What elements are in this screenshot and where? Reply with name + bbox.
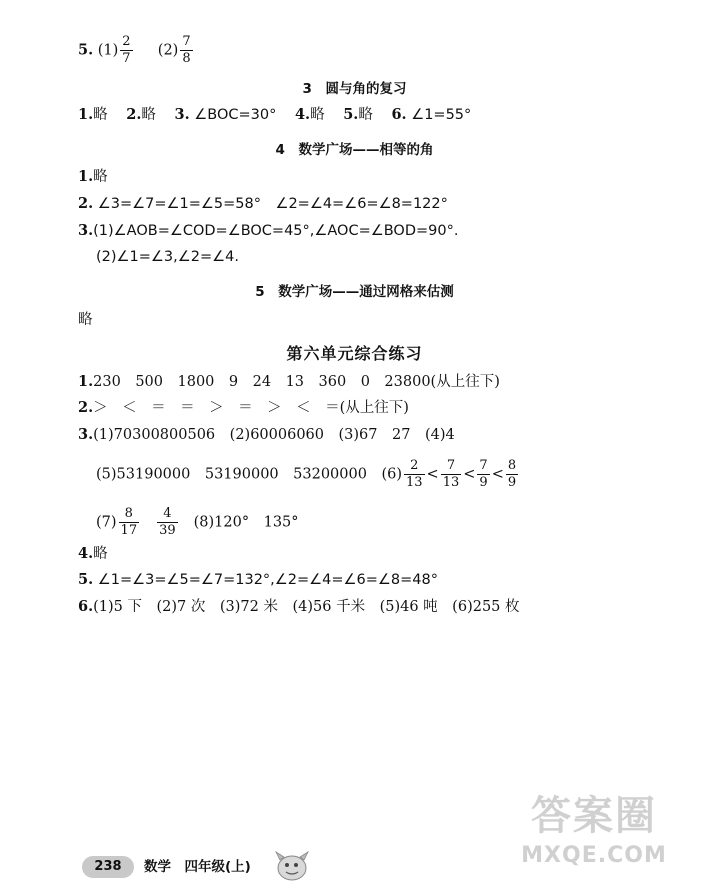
less-than: <	[426, 466, 439, 483]
question-number: 3.	[174, 106, 190, 123]
question-number: 2.	[78, 399, 94, 416]
question-number: 5.	[78, 41, 94, 59]
question-number: 5.	[343, 106, 359, 123]
fraction: $\frac{7}{13}$	[442, 458, 460, 490]
answer-text: 略	[358, 107, 373, 123]
fraction: $\frac{4}{39}$	[159, 506, 176, 538]
watermark-en: MXQE.COM	[521, 843, 667, 868]
question-number: 4.	[294, 106, 311, 123]
answer-text: 略	[141, 107, 156, 123]
fraction: $\frac{8}{17}$	[120, 506, 138, 538]
watermark-cn: 答案圈	[531, 793, 657, 839]
answer-6-3	[78, 425, 455, 445]
page-number-badge: 238	[82, 856, 134, 878]
question-number: 3.	[78, 426, 94, 443]
answer-text: (5)53190000 53190000 53200000 (6)	[96, 466, 402, 483]
answer-text: 略	[310, 107, 325, 123]
question-number: 1.	[78, 168, 94, 185]
answer-5	[78, 310, 93, 330]
fraction: $\frac{7}{8}$	[182, 34, 191, 66]
answer-5-fractions	[78, 34, 195, 67]
question-number: 6.	[391, 106, 407, 123]
answer-text: ∠1=55°	[411, 107, 472, 123]
answer-6-4	[78, 544, 108, 564]
question-number: 3.	[78, 222, 94, 239]
part-label: (2)	[157, 42, 179, 59]
answer-6-5	[78, 570, 438, 590]
answer-text: 230 500 1800 9 24 13 360 0 23800(从上往下)	[93, 374, 500, 390]
answer-4-3-part2	[96, 247, 239, 267]
less-than: <	[491, 466, 504, 483]
answer-text: (1)70300800506 (2)60006060 (3)67 27 (4)4	[93, 427, 455, 443]
question-number: 5.	[78, 571, 94, 588]
fraction: $\frac{2}{7}$	[122, 34, 131, 66]
question-number: 6.	[78, 598, 94, 615]
answer-text: 略	[93, 169, 108, 185]
part-label: (1)	[97, 42, 119, 59]
section-heading-5: 5 数学广场——通过网格来估测	[255, 284, 454, 300]
answer-text: 略	[93, 107, 108, 123]
question-number: 4.	[78, 545, 94, 562]
fraction: $\frac{7}{9}$	[479, 458, 488, 490]
answer-6-1	[78, 372, 500, 392]
answer-text: ＞ ＜ ＝ ＝ ＞ ＝ ＞ ＜ ＝(从上往下)	[93, 400, 409, 416]
answer-6-2	[78, 398, 409, 418]
question-number: 1.	[78, 106, 94, 123]
fraction: $\frac{2}{13}$	[406, 458, 423, 490]
mascot-icon	[268, 848, 316, 882]
question-number: 1.	[78, 373, 94, 390]
answer-text: (8)120° 135°	[193, 514, 299, 531]
answer-text: ∠3=∠7=∠1=∠5=58° ∠2=∠4=∠6=∠8=122°	[97, 196, 448, 212]
answer-text: (2)∠1=∠3,∠2=∠4.	[96, 249, 239, 265]
answer-4-1	[78, 167, 108, 187]
page-footer	[60, 848, 420, 882]
watermark-logo	[509, 790, 679, 890]
answers-section-3	[78, 105, 471, 125]
answer-6-6	[78, 597, 520, 617]
answer-text: (1)5 下 (2)7 次 (3)72 米 (4)56 千米 (5)46 吨 (6)255 枚	[93, 599, 520, 615]
answer-text: 略	[93, 546, 108, 562]
answer-4-2	[78, 194, 448, 214]
question-number: 2.	[126, 106, 142, 123]
answer-4-3	[78, 221, 458, 241]
answer-text: (1)∠AOB=∠COD=∠BOC=45°,∠AOC=∠BOD=90°.	[93, 223, 459, 239]
section-heading-4: 4 数学广场——相等的角	[275, 142, 434, 158]
part-label: (7)	[96, 514, 117, 531]
less-than: <	[463, 466, 476, 483]
answer-text: 略	[78, 312, 93, 328]
fraction: $\frac{8}{9}$	[507, 458, 517, 490]
question-number: 2.	[78, 195, 94, 212]
book-title: 数学 四年级(上)	[144, 859, 251, 875]
section-heading-3: 3 圆与角的复习	[302, 81, 407, 97]
unit-title: 第六单元综合练习	[286, 344, 423, 363]
answer-6-3-part5-6	[96, 458, 520, 491]
answer-text: ∠1=∠3=∠5=∠7=132°,∠2=∠4=∠6=∠8=48°	[97, 572, 438, 588]
answer-text: ∠BOC=30°	[194, 107, 277, 123]
answer-6-3-part7-8	[96, 506, 299, 539]
